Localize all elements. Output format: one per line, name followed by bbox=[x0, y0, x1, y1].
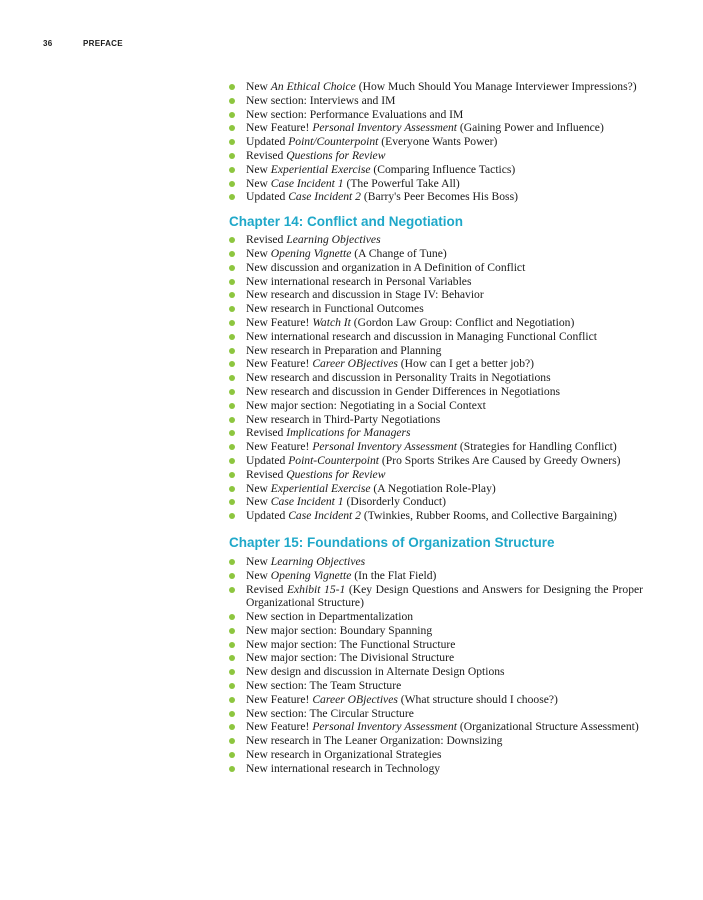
list-item-feature-title: Watch It bbox=[312, 315, 351, 329]
bullet-icon bbox=[229, 403, 235, 409]
list-item-feature-title: Case Incident 1 bbox=[270, 176, 344, 190]
list-item bbox=[229, 468, 643, 482]
list-item-text: Revised bbox=[246, 582, 287, 596]
list-item bbox=[229, 762, 643, 776]
list-item bbox=[229, 275, 643, 289]
list-item-text: New international research in Personal Variables bbox=[246, 274, 472, 288]
bullet-icon bbox=[229, 486, 235, 492]
list-item bbox=[229, 583, 643, 611]
bullet-icon bbox=[229, 334, 235, 340]
list-item bbox=[229, 748, 643, 762]
list-item-text: New research and discussion in Personality Traits in Negotiations bbox=[246, 371, 551, 385]
list-item bbox=[229, 121, 643, 135]
list-item-text: New design and discussion in Alternate Design Options bbox=[246, 665, 505, 679]
bullet-icon bbox=[229, 559, 235, 565]
list-item-text: (Strategies for Handling Conflict) bbox=[457, 440, 617, 454]
list-item bbox=[229, 707, 643, 721]
bullet-icon bbox=[229, 444, 235, 450]
list-item bbox=[229, 734, 643, 748]
list-item bbox=[229, 288, 643, 302]
list-item-text: (The Powerful Take All) bbox=[343, 176, 460, 190]
bullet-icon bbox=[229, 752, 235, 758]
bullet-icon bbox=[229, 499, 235, 505]
list-item bbox=[229, 344, 643, 358]
list-item-text: Updated bbox=[246, 453, 289, 467]
list-item bbox=[229, 261, 643, 275]
list-item-text: New bbox=[246, 568, 271, 582]
list-item-text: (What structure should I choose?) bbox=[397, 692, 558, 706]
list-item bbox=[229, 302, 643, 316]
bullet-icon bbox=[229, 237, 235, 243]
list-item-text: New research in The Leaner Organization: Downsizing bbox=[246, 734, 503, 748]
list-item-text: (Comparing Influence Tactics) bbox=[370, 162, 516, 176]
bullet-icon bbox=[229, 251, 235, 257]
list-item-text: (Pro Sports Strikes Are Caused by Greedy Owners) bbox=[379, 453, 621, 467]
list-item bbox=[229, 316, 643, 330]
list-item-feature-title: Experiential Exercise bbox=[270, 481, 371, 495]
list-item bbox=[229, 693, 643, 707]
list-item-feature-title: Career OBjectives bbox=[312, 357, 398, 371]
list-item bbox=[229, 651, 643, 665]
list-item-text: (Gaining Power and Influence) bbox=[457, 121, 604, 135]
bullet-icon bbox=[229, 279, 235, 285]
list-item-text: New bbox=[246, 80, 271, 93]
list-item-feature-title: Point-Counterpoint bbox=[288, 453, 380, 467]
list-item-text: (A Change of Tune) bbox=[351, 246, 447, 260]
bullet-icon bbox=[229, 766, 235, 772]
list-item-text: (Organizational Structure Assessment) bbox=[457, 720, 639, 734]
bullet-icon bbox=[229, 181, 235, 187]
list-item bbox=[229, 679, 643, 693]
bullet-icon bbox=[229, 614, 235, 620]
list-item-text: New major section: Negotiating in a Social Context bbox=[246, 398, 486, 412]
list-item-text: New major section: The Divisional Structure bbox=[246, 651, 455, 665]
list-item-text: (How Much Should You Manage Interviewer Impressions?) bbox=[355, 80, 637, 93]
list-item-feature-title: Questions for Review bbox=[286, 467, 386, 481]
list-item bbox=[229, 482, 643, 496]
list-item bbox=[229, 149, 643, 163]
list-item bbox=[229, 399, 643, 413]
list-item bbox=[229, 247, 643, 261]
bullet-icon bbox=[229, 697, 235, 703]
bullet-icon bbox=[229, 194, 235, 200]
list-item-text: New major section: The Functional Structure bbox=[246, 637, 456, 651]
list-item-text: New research in Preparation and Planning bbox=[246, 343, 442, 357]
bullet-icon bbox=[229, 153, 235, 159]
bullet-icon bbox=[229, 320, 235, 326]
list-item-text: (Barry's Peer Becomes His Boss) bbox=[360, 190, 518, 204]
bullet-icon bbox=[229, 711, 235, 717]
list-item-text: New bbox=[246, 176, 271, 190]
bullet-icon bbox=[229, 389, 235, 395]
list-item-text: Updated bbox=[246, 509, 289, 523]
list-item-feature-title: Point/Counterpoint bbox=[288, 135, 379, 149]
chapter-14-heading: Chapter 14: Conflict and Negotiation bbox=[229, 214, 464, 230]
bullet-icon bbox=[229, 265, 235, 271]
list-item-feature-title: Implications for Managers bbox=[286, 426, 411, 440]
list-item-text: (How can I get a better job?) bbox=[397, 357, 535, 371]
list-item bbox=[229, 108, 643, 122]
list-item-text: New bbox=[246, 246, 271, 260]
list-item bbox=[229, 177, 643, 191]
chapter-15-heading: Chapter 15: Foundations of Organization Structure bbox=[229, 534, 555, 550]
list-item-text: New research and discussion in Gender Differences in Negotiations bbox=[246, 384, 561, 398]
list-item-text: New section: The Circular Structure bbox=[246, 706, 414, 720]
list-item-text: New section: Interviews and IM bbox=[246, 93, 396, 107]
list-item-text: New bbox=[246, 481, 271, 495]
list-item bbox=[229, 371, 643, 385]
chapter-15-bullet-list bbox=[229, 555, 643, 776]
list-item-text: New bbox=[246, 554, 271, 568]
bullet-icon bbox=[229, 98, 235, 104]
bullet-icon bbox=[229, 669, 235, 675]
page-number: 36 bbox=[43, 39, 53, 48]
list-item-text: New international research and discussion in Managing Functional Conflict bbox=[246, 329, 597, 343]
list-item bbox=[229, 440, 643, 454]
bullet-icon bbox=[229, 417, 235, 423]
intro-bullet-list bbox=[229, 80, 643, 204]
bullet-icon bbox=[229, 292, 235, 298]
list-item-feature-title: Case Incident 2 bbox=[288, 509, 361, 523]
bullet-icon bbox=[229, 167, 235, 173]
list-item bbox=[229, 413, 643, 427]
bullet-icon bbox=[229, 683, 235, 689]
list-item-text: (Disorderly Conduct) bbox=[343, 495, 446, 509]
list-item-feature-title: Exhibit 15-1 bbox=[286, 582, 346, 596]
bullet-icon bbox=[229, 139, 235, 145]
list-item bbox=[229, 233, 643, 247]
list-item-feature-title: Personal Inventory Assessment bbox=[312, 121, 458, 135]
bullet-icon bbox=[229, 642, 235, 648]
bullet-icon bbox=[229, 361, 235, 367]
bullet-icon bbox=[229, 472, 235, 478]
chapter-14-bullet-list bbox=[229, 233, 643, 523]
list-item-text: Revised bbox=[246, 426, 287, 440]
bullet-icon bbox=[229, 375, 235, 381]
list-item-text: Updated bbox=[246, 190, 289, 204]
bullet-icon bbox=[229, 430, 235, 436]
bullet-icon bbox=[229, 587, 235, 593]
list-item bbox=[229, 80, 643, 94]
list-item bbox=[229, 454, 643, 468]
list-item-feature-title: Questions for Review bbox=[286, 148, 386, 162]
list-item-text: (Key Design Questions and Answers for Designing the Proper Organizational Structure) bbox=[246, 582, 644, 610]
list-item bbox=[229, 426, 643, 440]
list-item-text: Revised bbox=[246, 148, 287, 162]
bullet-icon bbox=[229, 724, 235, 730]
bullet-icon bbox=[229, 458, 235, 464]
list-item bbox=[229, 330, 643, 344]
list-item bbox=[229, 94, 643, 108]
list-item-feature-title: Opening Vignette bbox=[270, 246, 352, 260]
list-item-feature-title: An Ethical Choice bbox=[270, 80, 356, 93]
running-head bbox=[43, 39, 123, 48]
bullet-icon bbox=[229, 112, 235, 118]
list-item bbox=[229, 163, 643, 177]
list-item bbox=[229, 385, 643, 399]
list-item-text: New Feature! bbox=[246, 720, 313, 734]
list-item bbox=[229, 135, 643, 149]
list-item-feature-title: Learning Objectives bbox=[270, 554, 366, 568]
list-item bbox=[229, 495, 643, 509]
list-item-feature-title: Learning Objectives bbox=[286, 233, 381, 247]
list-item bbox=[229, 509, 643, 523]
list-item-text: Revised bbox=[246, 467, 287, 481]
bullet-icon bbox=[229, 125, 235, 131]
list-item-feature-title: Experiential Exercise bbox=[270, 162, 371, 176]
list-item-text: (A Negotiation Role-Play) bbox=[370, 481, 496, 495]
running-head-title: PREFACE bbox=[83, 39, 123, 48]
bullet-icon bbox=[229, 84, 235, 90]
list-item-text: (Everyone Wants Power) bbox=[378, 135, 498, 149]
page-content bbox=[229, 80, 643, 776]
list-item-text: Updated bbox=[246, 135, 289, 149]
list-item-text: New section in Departmentalization bbox=[246, 610, 414, 624]
bullet-icon bbox=[229, 573, 235, 579]
list-item-text: (Twinkies, Rubber Rooms, and Collective Bargaining) bbox=[360, 509, 617, 523]
list-item-text: New research in Organizational Strategies bbox=[246, 748, 442, 762]
list-item-text: New Feature! bbox=[246, 121, 313, 135]
list-item-text: New research and discussion in Stage IV: Behavior bbox=[246, 288, 484, 302]
list-item-text: New section: Performance Evaluations and IM bbox=[246, 107, 464, 121]
list-item-text: New research in Functional Outcomes bbox=[246, 302, 424, 316]
list-item-text: New Feature! bbox=[246, 692, 313, 706]
list-item-text: New bbox=[246, 162, 271, 176]
list-item-text: (In the Flat Field) bbox=[351, 568, 437, 582]
list-item bbox=[229, 638, 643, 652]
list-item-text: New discussion and organization in A Definition of Conflict bbox=[246, 260, 526, 274]
bullet-icon bbox=[229, 348, 235, 354]
bullet-icon bbox=[229, 306, 235, 312]
list-item-text: New international research in Technology bbox=[246, 761, 441, 775]
list-item bbox=[229, 720, 643, 734]
list-item-text: New major section: Boundary Spanning bbox=[246, 623, 433, 637]
list-item bbox=[229, 190, 643, 204]
list-item bbox=[229, 624, 643, 638]
list-item-text: (Gordon Law Group: Conflict and Negotiation) bbox=[350, 315, 575, 329]
list-item-text: New Feature! bbox=[246, 315, 313, 329]
list-item-feature-title: Case Incident 1 bbox=[270, 495, 344, 509]
list-item-feature-title: Case Incident 2 bbox=[288, 190, 361, 204]
list-item-feature-title: Opening Vignette bbox=[270, 568, 352, 582]
list-item-feature-title: Personal Inventory Assessment bbox=[312, 720, 458, 734]
bullet-icon bbox=[229, 655, 235, 661]
list-item bbox=[229, 357, 643, 371]
bullet-icon bbox=[229, 628, 235, 634]
bullet-icon bbox=[229, 513, 235, 519]
list-item-text: New Feature! bbox=[246, 357, 313, 371]
list-item-feature-title: Personal Inventory Assessment bbox=[312, 440, 458, 454]
list-item-text: New bbox=[246, 495, 271, 509]
list-item bbox=[229, 665, 643, 679]
list-item bbox=[229, 569, 643, 583]
list-item-text: New research in Third-Party Negotiations bbox=[246, 412, 441, 426]
list-item-feature-title: Career OBjectives bbox=[312, 692, 398, 706]
list-item bbox=[229, 555, 643, 569]
list-item bbox=[229, 610, 643, 624]
bullet-icon bbox=[229, 738, 235, 744]
list-item-text: New Feature! bbox=[246, 440, 313, 454]
list-item-text: New section: The Team Structure bbox=[246, 679, 402, 693]
list-item-text: Revised bbox=[246, 233, 287, 247]
